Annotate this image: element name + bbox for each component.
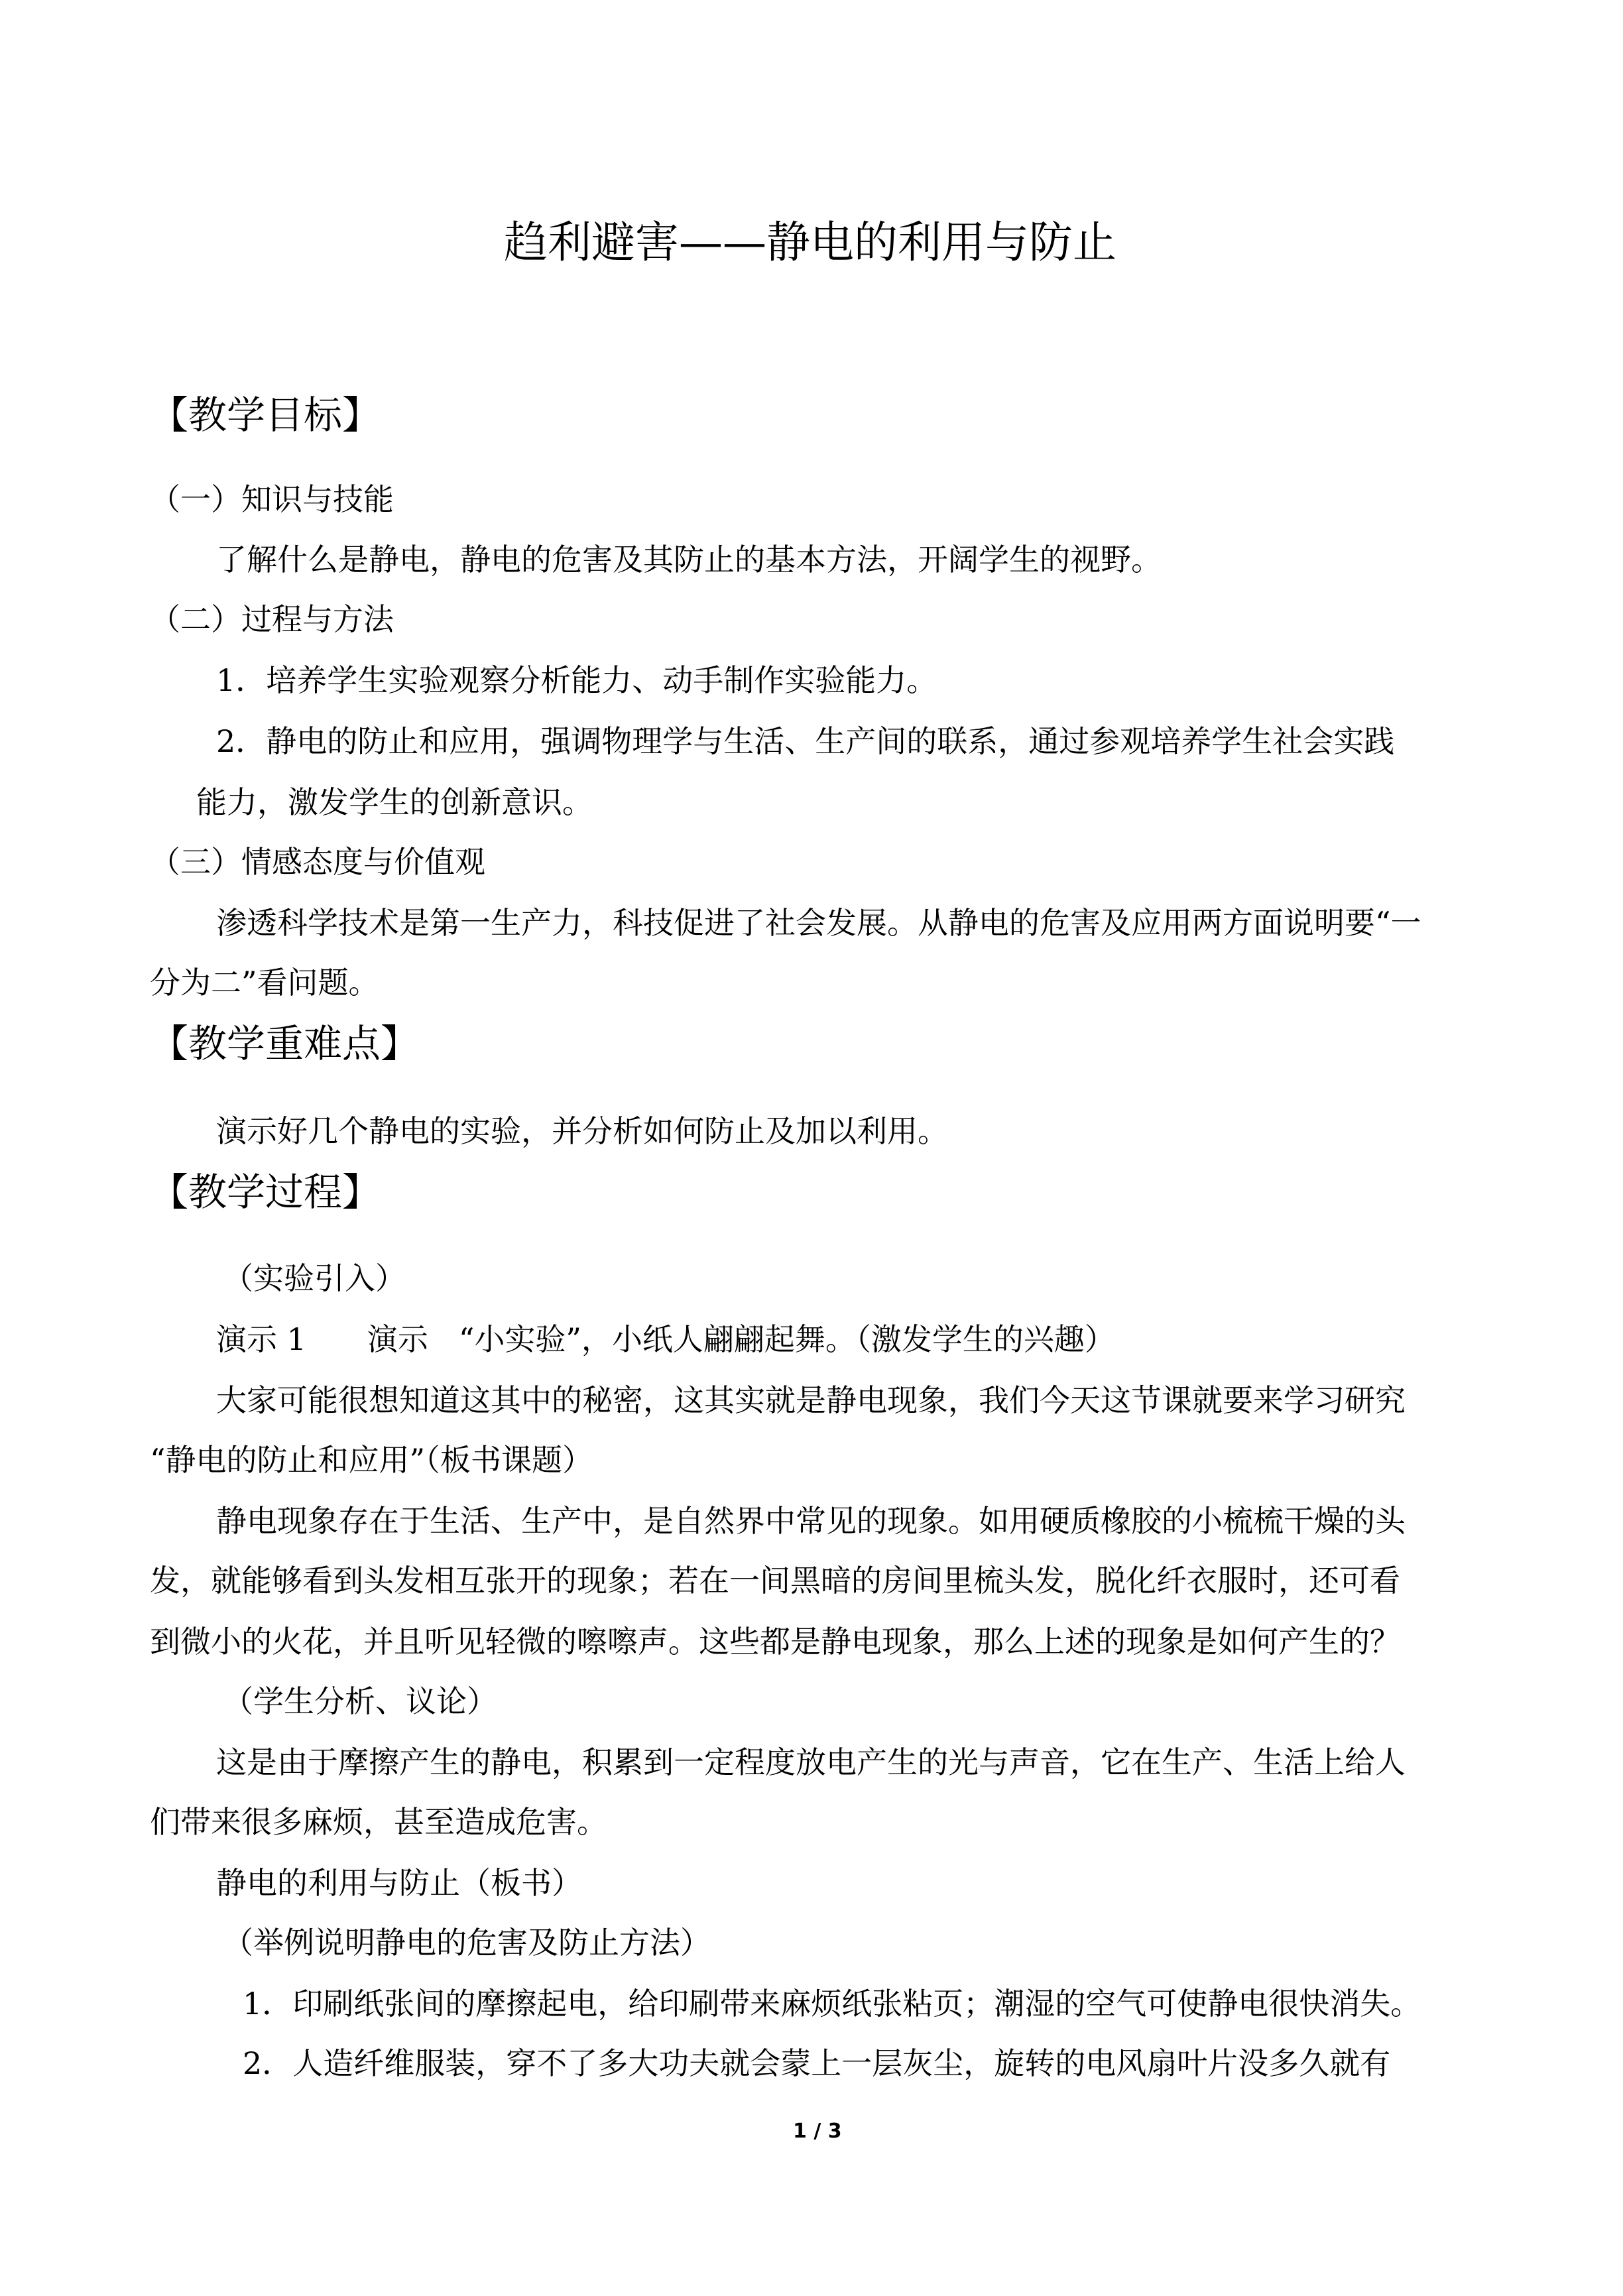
page-number: 1 / 3 <box>793 2120 842 2143</box>
subheading-knowledge: （一）知识与技能 <box>150 481 394 517</box>
paragraph: 大家可能很想知道这其中的秘密，这其实就是静电现象，我们今天这节课就要来学习研究 <box>216 1382 1406 1418</box>
paragraph: 这是由于摩擦产生的静电，积累到一定程度放电产生的光与声音，它在生产、生活上给人 <box>216 1744 1406 1780</box>
paragraph: 能力，激发学生的创新意识。 <box>196 784 593 820</box>
paragraph: （举例说明静电的危害及防止方法） <box>223 1925 711 1961</box>
paragraph: （实验引入） <box>223 1260 406 1296</box>
subheading-process: （二）过程与方法 <box>150 601 394 637</box>
paragraph: 静电现象存在于生活、生产中，是自然界中常见的现象。如用硬质橡胶的小梳梳干燥的头 <box>216 1503 1406 1539</box>
paragraph: 分为二”看问题。 <box>150 965 379 1000</box>
section-heading-key-points: 【教学重难点】 <box>150 1021 420 1066</box>
paragraph: 演示好几个静电的实验，并分析如何防止及加以利用。 <box>216 1113 948 1149</box>
paragraph: 2．静电的防止和应用，强调物理学与生活、生产间的联系，通过参观培养学生社会实践 <box>216 723 1395 759</box>
paragraph: 了解什么是静电，静电的危害及其防止的基本方法，开阔学生的视野。 <box>216 542 1162 577</box>
paragraph: 静电的利用与防止（板书） <box>216 1865 582 1901</box>
paragraph: 到微小的火花，并且听见轻微的嚓嚓声。这些都是静电现象，那么上述的现象是如何产生的？ <box>150 1624 1400 1660</box>
paragraph: （学生分析、议论） <box>223 1683 497 1719</box>
paragraph: 1．培养学生实验观察分析能力、动手制作实验能力。 <box>216 662 937 698</box>
paragraph: 2．人造纤维服装，穿不了多大功夫就会蒙上一层灰尘，旋转的电风扇叶片没多久就有 <box>243 2045 1391 2081</box>
paragraph: 1．印刷纸张间的摩擦起电，给印刷带来麻烦纸张粘页；潮湿的空气可使静电很快消失。 <box>243 1986 1421 2022</box>
paragraph: “静电的防止和应用”（板书课题） <box>150 1442 593 1478</box>
subheading-attitude: （三）情感态度与价值观 <box>150 844 485 880</box>
paragraph: 渗透科学技术是第一生产力，科技促进了社会发展。从静电的危害及应用两方面说明要“一 <box>216 905 1421 941</box>
section-heading-process: 【教学过程】 <box>150 1170 381 1215</box>
document-title: 趋利避害——静电的利用与防止 <box>504 217 1116 268</box>
paragraph: 发，就能够看到头发相互张开的现象；若在一间黑暗的房间里梳头发，脱化纤衣服时，还可看 <box>150 1563 1400 1599</box>
paragraph: 们带来很多麻烦，甚至造成危害。 <box>150 1804 607 1840</box>
section-heading-goals: 【教学目标】 <box>150 393 381 438</box>
paragraph: 演示 1 演示 “小实验”，小纸人翩翩起舞。（激发学生的兴趣） <box>216 1321 1115 1357</box>
